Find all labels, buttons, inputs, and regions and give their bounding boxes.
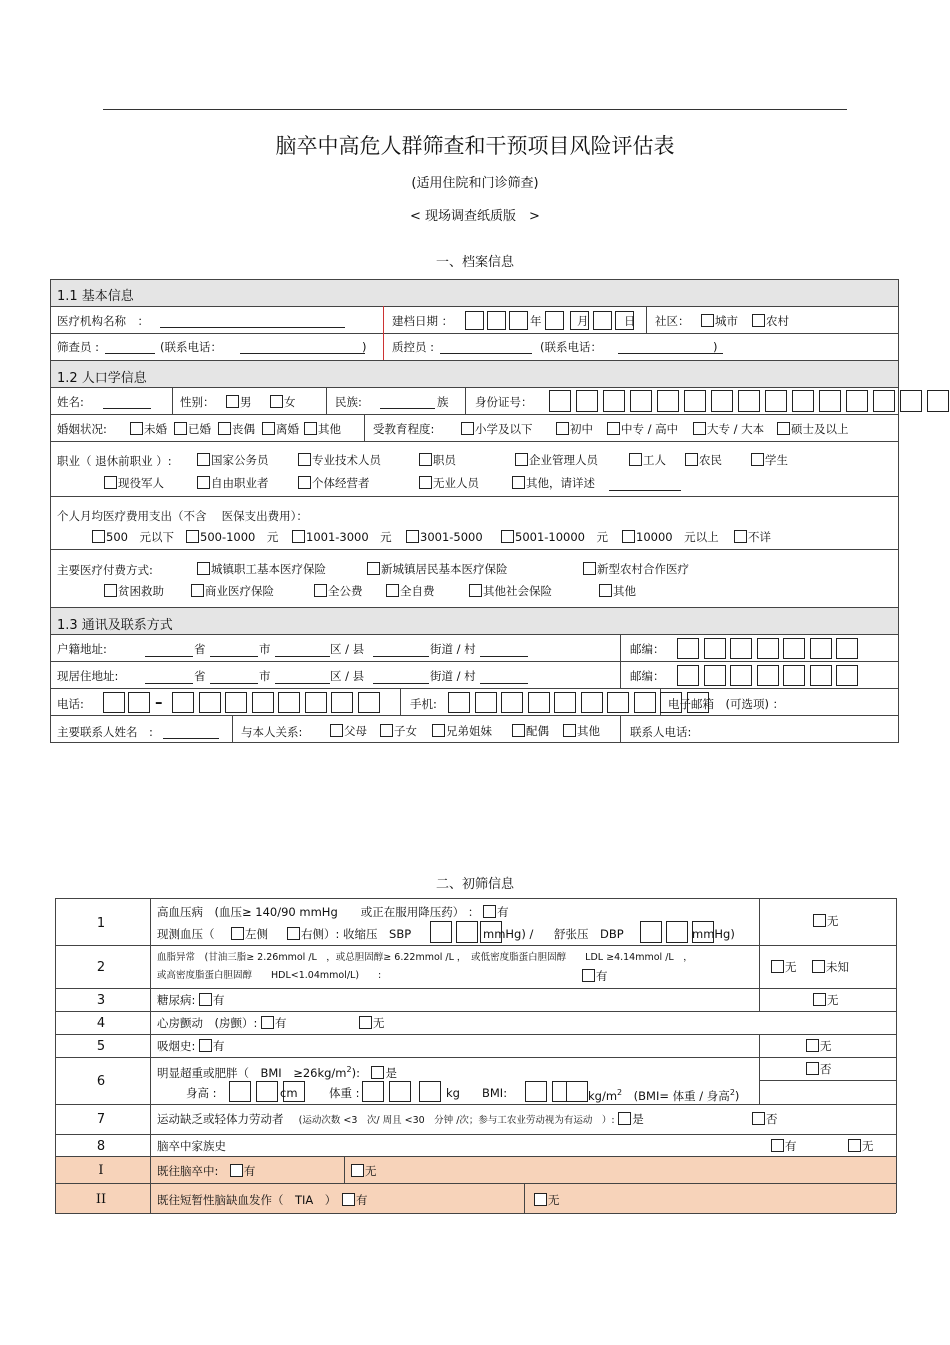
id-digit-box[interactable] <box>819 390 841 412</box>
city-label: 市 <box>259 669 271 683</box>
checkbox-icon[interactable] <box>270 395 283 408</box>
checkbox-icon[interactable] <box>287 927 300 940</box>
mobile-box[interactable] <box>607 692 629 713</box>
id-digit-box[interactable] <box>900 390 922 412</box>
marital-option[interactable]: 离婚 <box>262 422 299 436</box>
id-digit-box[interactable] <box>792 390 814 412</box>
relation-label: 与本人关系: <box>241 725 303 739</box>
cost-option[interactable]: 1001-3000 元 <box>292 530 392 544</box>
tel-box[interactable] <box>199 692 221 713</box>
year-digit-4[interactable] <box>545 311 564 330</box>
cost-option[interactable]: 500-1000 元 <box>186 530 278 544</box>
current-district-input[interactable] <box>275 683 330 684</box>
pay-label: 主要医疗付费方式: <box>57 563 153 577</box>
checkbox-icon[interactable] <box>501 530 514 543</box>
pay-option[interactable]: 新型农村合作医疗 <box>583 562 689 576</box>
postcode-box[interactable] <box>757 638 779 659</box>
cost-option[interactable]: 10000 元以上 <box>622 530 719 544</box>
mobile-box[interactable] <box>554 692 576 713</box>
checkbox-icon[interactable] <box>483 905 496 918</box>
checkbox-icon[interactable] <box>599 584 612 597</box>
org-label: 医疗机构名称 ： <box>57 314 149 328</box>
bmi-box[interactable] <box>566 1081 588 1102</box>
relation-option[interactable]: 兄弟姐妹 <box>432 724 492 738</box>
tel-box[interactable] <box>278 692 300 713</box>
checkbox-icon[interactable] <box>629 453 642 466</box>
cost-option[interactable]: 3001-5000 <box>406 530 483 544</box>
checkbox-icon[interactable] <box>186 530 199 543</box>
checkbox-icon[interactable] <box>469 584 482 597</box>
checkbox-icon[interactable] <box>461 422 474 435</box>
postcode-label: 邮编： <box>630 669 665 683</box>
checkbox-icon[interactable] <box>104 584 117 597</box>
postcode-box[interactable] <box>730 638 752 659</box>
job-option[interactable]: 专业技术人员 <box>298 453 381 467</box>
id-digit-box[interactable] <box>927 390 949 412</box>
month-label: 月 <box>577 314 589 328</box>
hukou-street-detail[interactable] <box>480 656 528 657</box>
job-option[interactable]: 农民 <box>685 453 722 467</box>
job-other-input[interactable] <box>609 490 681 491</box>
postcode-box[interactable] <box>810 665 832 686</box>
current-address-label: 现居住地址: <box>57 669 119 683</box>
tel-box[interactable] <box>103 692 125 713</box>
row-number: 5 <box>96 1039 106 1054</box>
marital-option[interactable]: 丧偶 <box>218 422 255 436</box>
district-label: 区 / 县 <box>330 669 365 683</box>
postcode-box[interactable] <box>836 638 858 659</box>
cost-option[interactable]: 5001-10000 元 <box>501 530 608 544</box>
job-label: 职业（ 退休前职业 ）: <box>57 454 172 468</box>
checkbox-icon[interactable] <box>386 584 399 597</box>
gender-male-option[interactable]: 男 <box>226 395 252 409</box>
edu-option[interactable]: 硕士及以上 <box>777 422 849 436</box>
checkbox-icon[interactable] <box>622 530 635 543</box>
id-digit-box[interactable] <box>711 390 733 412</box>
form-title: 脑卒中高危人群筛查和干预项目风险评估表 <box>275 134 675 158</box>
screener-phone-input[interactable] <box>240 353 365 354</box>
mobile-box[interactable] <box>501 692 523 713</box>
checkbox-icon[interactable] <box>556 422 569 435</box>
day-digit-1[interactable] <box>593 311 612 330</box>
checkbox-icon[interactable] <box>734 530 747 543</box>
marital-option[interactable]: 已婚 <box>174 422 211 436</box>
relation-option[interactable]: 配偶 <box>512 724 549 738</box>
form-version: < 现场调查纸质版 > <box>410 209 540 224</box>
cost-label: 个人月均医疗费用支出（不含 医保支出费用）： <box>57 509 308 523</box>
row-number: 1 <box>96 916 106 931</box>
email-label: 电子邮箱 (可选项) ： <box>668 697 785 711</box>
smoking-no-option[interactable]: 无 <box>806 1039 832 1053</box>
postcode-label: 邮编： <box>630 642 665 656</box>
checkbox-icon[interactable] <box>199 993 212 1006</box>
row-number: 6 <box>96 1074 106 1089</box>
family-history-no-option[interactable]: 无 <box>848 1139 874 1153</box>
smoking-label: 吸烟史: 有 <box>157 1039 225 1053</box>
sbp-unit: mmHg) / <box>483 927 534 941</box>
marital-label: 婚姻状况: <box>57 422 107 436</box>
row-number: I <box>98 1163 104 1178</box>
height-box[interactable] <box>256 1081 278 1102</box>
job-option[interactable]: 个体经营者 <box>298 476 370 490</box>
mobile-label: 手机: <box>410 697 437 711</box>
id-label: 身份证号： <box>475 395 533 409</box>
postcode-box[interactable] <box>704 665 726 686</box>
name-input[interactable] <box>103 408 151 409</box>
checkbox-icon[interactable] <box>512 724 525 737</box>
pay-option[interactable]: 贫困救助 <box>104 584 164 598</box>
section-2-title: 二、初筛信息 <box>435 877 514 892</box>
weight-unit: kg <box>446 1086 460 1100</box>
tel-box[interactable] <box>305 692 327 713</box>
checkbox-icon[interactable] <box>330 724 343 737</box>
job-option[interactable]: 工人 <box>629 453 666 467</box>
exercise-label: 运动缺乏或轻体力劳动者 (运动次数 <3 次/ 周且 <30 分钟 /次；参与工农业劳动视为有运动 ）: 是 <box>157 1112 644 1126</box>
id-digit-box[interactable] <box>873 390 895 412</box>
job-other-option[interactable]: 其他，请详述 <box>512 476 595 490</box>
diabetes-label: 糖尿病: 有 <box>157 993 225 1007</box>
checkbox-icon[interactable] <box>419 476 432 489</box>
relation-option[interactable]: 其他 <box>563 724 600 738</box>
mobile-box[interactable] <box>448 692 470 713</box>
job-option[interactable]: 现役军人 <box>104 476 164 490</box>
top-rule <box>103 109 847 110</box>
ethnic-input[interactable] <box>380 408 435 409</box>
checkbox-icon[interactable] <box>174 422 187 435</box>
year-digit-1[interactable] <box>465 311 484 330</box>
cost-option[interactable]: 500 元以下 <box>92 530 174 544</box>
pay-option[interactable]: 其他 <box>599 584 636 598</box>
qc-label: 质控员 : <box>392 340 435 354</box>
id-digit-box[interactable] <box>657 390 679 412</box>
header-row-1-2 <box>51 361 899 387</box>
checkbox-icon[interactable] <box>813 993 826 1006</box>
hypertension-label: 高血压病 (血压≥ 140/90 mmHg 或正在服用降压药） ： 有 <box>157 905 509 919</box>
mobile-box[interactable] <box>581 692 603 713</box>
obesity-label: 明显超重或肥胖（ BMI $\ge 26kg/m^2$): 是 <box>157 1065 397 1080</box>
screener-phone-label: (联系电话： <box>160 340 222 354</box>
id-digit-box[interactable] <box>738 390 760 412</box>
obesity-no-option[interactable]: 否 <box>806 1062 832 1076</box>
checkbox-icon[interactable] <box>261 1016 274 1029</box>
checkbox-icon[interactable] <box>351 1164 364 1177</box>
id-digit-box[interactable] <box>630 390 652 412</box>
checkbox-icon[interactable] <box>685 453 698 466</box>
job-option[interactable]: 无业人员 <box>419 476 479 490</box>
bmi-box[interactable] <box>525 1081 547 1102</box>
checkbox-icon[interactable] <box>197 453 210 466</box>
job-option[interactable]: 国家公务员 <box>197 453 269 467</box>
postcode-box[interactable] <box>783 665 805 686</box>
hypertension-no-option[interactable]: 无 <box>813 914 839 928</box>
height-box[interactable] <box>229 1081 251 1102</box>
checkbox-icon[interactable] <box>771 960 784 973</box>
postcode-box[interactable] <box>677 638 699 659</box>
checkbox-icon[interactable] <box>534 1193 547 1206</box>
dbp-box[interactable] <box>666 921 688 943</box>
section-1-2-header: 1.2 人口学信息 <box>57 371 147 386</box>
weight-box[interactable] <box>362 1081 384 1102</box>
checkbox-icon[interactable] <box>298 453 311 466</box>
checkbox-icon[interactable] <box>231 927 244 940</box>
checkbox-icon[interactable] <box>812 960 825 973</box>
id-digit-box[interactable] <box>765 390 787 412</box>
postcode-box[interactable] <box>836 665 858 686</box>
relation-option[interactable]: 子女 <box>380 724 417 738</box>
family-history-label: 脑卒中家族史 <box>157 1139 226 1153</box>
checkbox-icon[interactable] <box>701 314 714 327</box>
mobile-box[interactable] <box>634 692 656 713</box>
pay-option[interactable]: 新城镇居民基本医疗保险 <box>367 562 508 576</box>
dbp-unit: mmHg) <box>692 927 735 941</box>
dbp-box[interactable] <box>640 921 662 943</box>
pay-option[interactable]: 全公费 <box>314 584 363 598</box>
id-digit-box[interactable] <box>684 390 706 412</box>
checkbox-icon[interactable] <box>371 1066 384 1079</box>
weight-box[interactable] <box>419 1081 441 1102</box>
relation-option[interactable]: 父母 <box>330 724 367 738</box>
street-label: 街道 / 村 <box>430 642 476 656</box>
edu-label: 受教育程度: <box>373 422 435 436</box>
postcode-box[interactable] <box>783 638 805 659</box>
row-number: 2 <box>96 960 106 975</box>
family-history-yes-option[interactable]: 有 <box>771 1139 797 1153</box>
checkbox-icon[interactable] <box>380 724 393 737</box>
community-city-option[interactable]: 城市 <box>701 314 738 328</box>
screener-input[interactable] <box>105 353 155 354</box>
row-number: 3 <box>96 993 106 1008</box>
weight-box[interactable] <box>389 1081 411 1102</box>
bp-left-option[interactable]: 左侧 <box>231 927 268 941</box>
year-label: 年 <box>530 314 542 328</box>
bp-measure-label: 现测血压（ <box>157 927 215 941</box>
exercise-no-option[interactable]: 否 <box>752 1112 778 1126</box>
prior-stroke-label: 既往脑卒中: 有 <box>157 1164 256 1178</box>
year-digit-2[interactable] <box>487 311 506 330</box>
ethnic-suffix: 族 <box>437 395 449 409</box>
checkbox-icon[interactable] <box>218 422 231 435</box>
mobile-box[interactable] <box>475 692 497 713</box>
current-street-detail[interactable] <box>480 683 528 684</box>
checkbox-icon[interactable] <box>230 1164 243 1177</box>
afib-no-option[interactable]: 无 <box>359 1016 385 1030</box>
qc-phone-input[interactable] <box>618 353 723 354</box>
checkbox-icon[interactable] <box>582 969 595 982</box>
checkbox-icon[interactable] <box>515 453 528 466</box>
district-label: 区 / 县 <box>330 642 365 656</box>
postcode-box[interactable] <box>730 665 752 686</box>
row-number: 7 <box>96 1112 106 1127</box>
checkbox-icon[interactable] <box>226 395 239 408</box>
gender-label: 性别： <box>180 395 215 409</box>
community-label: 社区： <box>655 314 690 328</box>
paren-close: ) <box>713 340 718 354</box>
contact-name-input[interactable] <box>163 738 219 739</box>
id-digit-box[interactable] <box>603 390 625 412</box>
checkbox-icon[interactable] <box>806 1062 819 1075</box>
contact-name-label: 主要联系人姓名 : <box>57 725 153 739</box>
checkbox-icon[interactable] <box>367 562 380 575</box>
checkbox-icon[interactable] <box>607 422 620 435</box>
checkbox-icon[interactable] <box>618 1112 631 1125</box>
pay-option[interactable]: 其他社会保险 <box>469 584 552 598</box>
edu-option[interactable]: 大专 / 大本 <box>693 422 764 436</box>
mobile-box[interactable] <box>528 692 550 713</box>
current-province-input[interactable] <box>145 683 193 684</box>
qc-phone-label: (联系电话： <box>540 340 602 354</box>
row-number: 4 <box>96 1016 106 1031</box>
checkbox-icon[interactable] <box>693 422 706 435</box>
checkbox-icon[interactable] <box>583 562 596 575</box>
checkbox-icon[interactable] <box>751 453 764 466</box>
tel-box[interactable] <box>358 692 380 713</box>
dyslipidemia-label: 血脂异常 (甘油三脂≥ 2.26mmol /L ，或总胆固醇≥ 6.22mmol /L ， 或低密度脂蛋白胆固醇 LDL ≥4.14mmol /L ， <box>157 952 693 963</box>
weight-label: 体重 : <box>329 1086 360 1100</box>
row-number: 8 <box>96 1139 106 1154</box>
hukou-district-input[interactable] <box>275 656 330 657</box>
checkbox-icon[interactable] <box>848 1139 861 1152</box>
checkbox-icon[interactable] <box>419 453 432 466</box>
tel-box[interactable] <box>252 692 274 713</box>
prior-tia-no-option[interactable]: 无 <box>534 1193 560 1207</box>
checkbox-icon[interactable] <box>432 724 445 737</box>
checkbox-icon[interactable] <box>342 1193 355 1206</box>
postcode-box[interactable] <box>810 638 832 659</box>
form-subtitle: (适用住院和门诊筛查) <box>411 176 539 191</box>
hukou-street-input[interactable] <box>373 656 429 657</box>
diabetes-no-option[interactable]: 无 <box>813 993 839 1007</box>
tel-box[interactable] <box>331 692 353 713</box>
height-unit: cm <box>280 1086 298 1100</box>
checkbox-icon[interactable] <box>813 914 826 927</box>
checkbox-icon[interactable] <box>512 476 525 489</box>
checkbox-icon[interactable] <box>806 1039 819 1052</box>
tel-box[interactable] <box>225 692 247 713</box>
checkbox-icon[interactable] <box>199 1039 212 1052</box>
section-1-title: 一、档案信息 <box>435 255 514 270</box>
checkbox-icon[interactable] <box>92 530 105 543</box>
id-digit-box[interactable] <box>576 390 598 412</box>
job-option[interactable]: 企业管理人员 <box>515 453 598 467</box>
height-label: 身高 : <box>186 1086 217 1100</box>
sbp-box[interactable] <box>456 921 478 943</box>
postcode-box[interactable] <box>757 665 779 686</box>
year-digit-3[interactable] <box>509 311 528 330</box>
screener-label: 筛查员 : <box>57 340 100 354</box>
checkbox-icon[interactable] <box>406 530 419 543</box>
checkbox-icon[interactable] <box>197 476 210 489</box>
hukou-province-input[interactable] <box>145 656 193 657</box>
prior-tia-label: 既往短暂性脑缺血发作（ TIA ） 有 <box>157 1193 368 1207</box>
marital-option[interactable]: 未婚 <box>130 422 167 436</box>
bmi-label: BMI: <box>482 1086 508 1100</box>
dyslipidemia-no-option[interactable]: 无 <box>771 960 797 974</box>
pay-option[interactable]: 全自费 <box>386 584 435 598</box>
bp-right-option[interactable]: 右侧）: 收缩压 SBP <box>287 927 411 941</box>
dbp-label: 舒张压 DBP <box>554 927 624 941</box>
section-1-1-header: 1.1 基本信息 <box>57 289 134 304</box>
contact-tel-label: 联系人电话: <box>630 725 692 739</box>
checkbox-icon[interactable] <box>191 584 204 597</box>
current-city-input[interactable] <box>210 683 258 684</box>
header-row-1-1 <box>51 280 899 306</box>
checkbox-icon[interactable] <box>130 422 143 435</box>
job-option[interactable]: 学生 <box>751 453 788 467</box>
dyslipidemia-hdl-label: 或高密度脂蛋白胆固醇 HDL<1.04mmol/L) : <box>157 970 382 981</box>
postcode-box[interactable] <box>677 665 699 686</box>
current-street-input[interactable] <box>373 683 429 684</box>
date-label: 建档日期 ： <box>392 314 454 328</box>
checkbox-icon[interactable] <box>563 724 576 737</box>
bmi-unit: $kg/m^2$ (BMI= 体重 / 身高$^2$) <box>588 1088 740 1103</box>
job-option[interactable]: 职员 <box>419 453 456 467</box>
checkbox-icon[interactable] <box>298 476 311 489</box>
dyslipidemia-yes-option[interactable]: 有 <box>582 969 608 983</box>
section-1-3-header: 1.3 通讯及联系方式 <box>57 618 173 633</box>
checkbox-icon[interactable] <box>292 530 305 543</box>
checkbox-icon[interactable] <box>752 314 765 327</box>
dyslipidemia-unknown-option[interactable]: 未知 <box>812 960 849 974</box>
row-number: II <box>95 1192 107 1207</box>
checkbox-icon[interactable] <box>777 422 790 435</box>
tel-box[interactable] <box>172 692 194 713</box>
afib-label: 心房颤动 (房颤）: 有 <box>157 1016 287 1030</box>
pay-option[interactable]: 商业医疗保险 <box>191 584 274 598</box>
checkbox-icon[interactable] <box>104 476 117 489</box>
prior-stroke-no-option[interactable]: 无 <box>351 1164 377 1178</box>
hukou-city-input[interactable] <box>210 656 258 657</box>
province-label: 省 <box>194 669 206 683</box>
cost-option[interactable]: 不详 <box>734 530 771 544</box>
tel-dash: – <box>155 693 163 711</box>
job-option[interactable]: 自由职业者 <box>197 476 269 490</box>
province-label: 省 <box>194 642 206 656</box>
marital-option[interactable]: 其他 <box>304 422 341 436</box>
street-label: 街道 / 村 <box>430 669 476 683</box>
ethnic-label: 民族: <box>335 395 362 409</box>
tel-box[interactable] <box>128 692 150 713</box>
header-row-1-3 <box>51 608 899 634</box>
day-label: 日 <box>624 314 636 328</box>
checkbox-icon[interactable] <box>314 584 327 597</box>
tel-label: 电话: <box>57 697 84 711</box>
name-label: 姓名: <box>57 395 84 409</box>
sbp-box[interactable] <box>430 921 452 943</box>
hukou-label: 户籍地址: <box>57 642 107 656</box>
id-digit-box[interactable] <box>846 390 868 412</box>
checkbox-icon[interactable] <box>752 1112 765 1125</box>
checkbox-icon[interactable] <box>197 562 210 575</box>
edu-option[interactable]: 中专 / 高中 <box>607 422 678 436</box>
checkbox-icon[interactable] <box>304 422 317 435</box>
paren-close: ) <box>362 340 367 354</box>
city-label: 市 <box>259 642 271 656</box>
edu-option[interactable]: 初中 <box>556 422 593 436</box>
checkbox-icon[interactable] <box>771 1139 784 1152</box>
checkbox-icon[interactable] <box>359 1016 372 1029</box>
checkbox-icon[interactable] <box>262 422 275 435</box>
org-input[interactable] <box>160 327 345 328</box>
pay-option[interactable]: 城镇职工基本医疗保险 <box>197 562 326 576</box>
community-rural-option[interactable]: 农村 <box>752 314 789 328</box>
postcode-box[interactable] <box>704 638 726 659</box>
edu-option[interactable]: 小学及以下 <box>461 422 533 436</box>
qc-input[interactable] <box>440 353 532 354</box>
id-digit-box[interactable] <box>549 390 571 412</box>
gender-female-option[interactable]: 女 <box>270 395 296 409</box>
